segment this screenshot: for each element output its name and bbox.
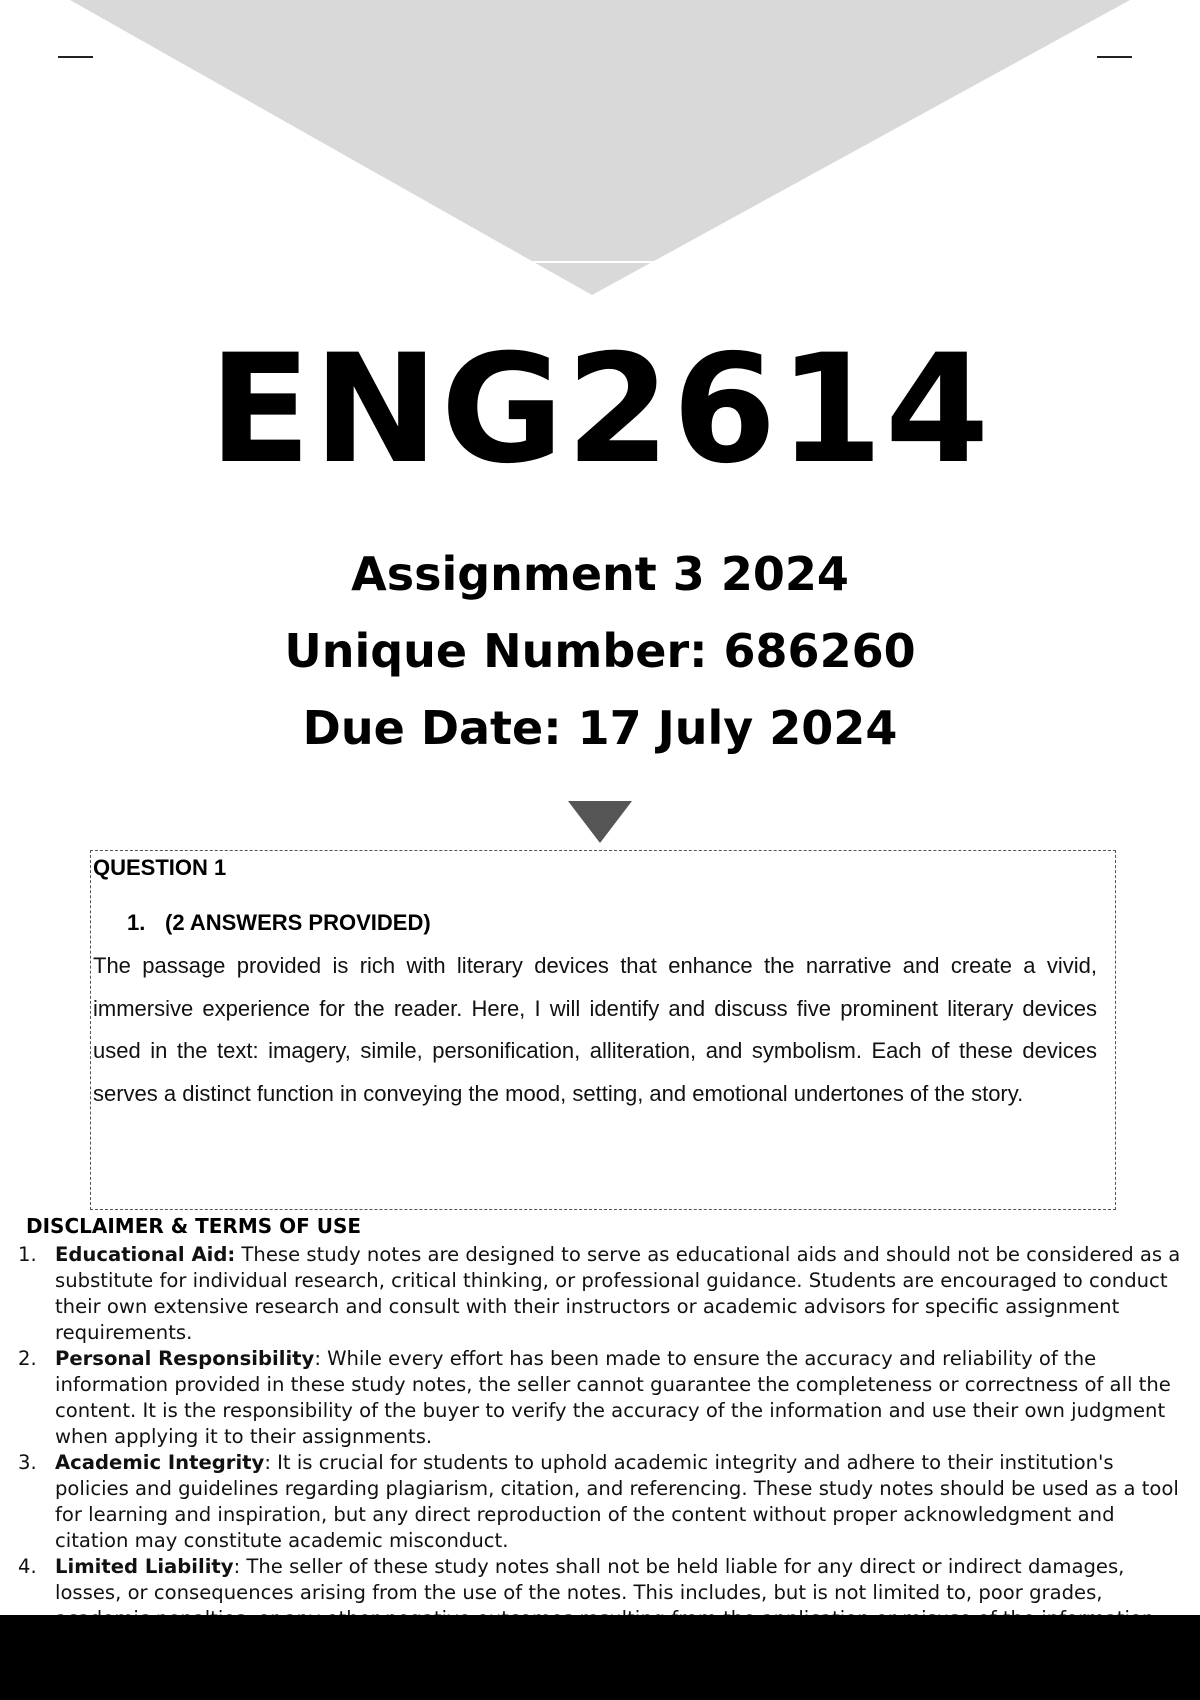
footer-bar <box>0 1615 1200 1700</box>
course-code: ENG2614 <box>208 323 992 497</box>
terms-item-number: 3. <box>18 1451 37 1474</box>
terms-item <box>0 1242 1190 1346</box>
terms-item-text: : While every effort has been made to ensure the accuracy and reliability of the information provided in these study notes, the seller cannot guarantee the completeness or correctness of all the content. It is the responsibility of the buyer to verify the accuracy of the information and use their own judgment when applying it to their assignments. <box>55 1347 1171 1448</box>
corner-line-left <box>58 56 93 58</box>
terms-item-heading: Academic Integrity <box>55 1451 265 1474</box>
question-title: QUESTION 1 <box>93 855 227 880</box>
unique-number: Unique Number: 686260 <box>284 624 916 678</box>
terms-item-number: 1. <box>18 1243 37 1266</box>
down-arrow-triangle <box>568 801 632 843</box>
question-item <box>127 910 431 936</box>
assignment-title: Assignment 3 2024 <box>351 547 849 601</box>
question-item-number: 1. <box>127 910 146 935</box>
due-date: Due Date: 17 July 2024 <box>302 701 898 755</box>
header-chevron-graphic <box>0 0 1200 300</box>
terms-item-text: : It is crucial for students to uphold academic integrity and adhere to their institution's policies and guidelines regarding plagiarism, citation, and referencing. These study notes should be used as a tool for learning and inspiration, but any direct reproduction of the content without proper acknowledgment and citation may constitute academic misconduct. <box>55 1451 1179 1552</box>
terms-item-number: 2. <box>18 1347 37 1370</box>
corner-line-right <box>1097 56 1132 58</box>
terms-item-heading: Personal Responsibility <box>55 1347 315 1370</box>
question-answer-text: The passage provided is rich with literary devices that enhance the narrative and create a vivid, immersive experience for the reader. Here, I will identify and discuss five prominent literary devices used in the text: imagery, simile, personification, alliteration, and symbolism. Each of these devices serves a distinct function in conveying the mood, setting, and emotional undertones of the story. <box>93 953 1097 1106</box>
terms-item-heading: Educational Aid: <box>55 1243 236 1266</box>
terms-item-heading: Limited Liability <box>55 1555 234 1578</box>
terms-item <box>0 1450 1190 1554</box>
terms-item-text: These study notes are designed to serve as educational aids and should not be considered as a substitute for individual research, critical thinking, or professional guidance. Students are encouraged to conduct their own extensive research and consult with their instructors or academic advisors for specific assignment requirements. <box>55 1243 1181 1344</box>
terms-list <box>0 1242 1190 1632</box>
terms-item <box>0 1346 1190 1450</box>
terms-item-text: : The seller of these study notes shall not be held liable for any direct or indirect damages, losses, or consequences arising from the use of the notes. This includes, but is not limited to, poor grades, <box>55 1555 1125 1604</box>
disclaimer-title: DISCLAIMER & TERMS OF USE <box>26 1214 362 1238</box>
question-box <box>90 850 1116 1210</box>
question-item-label: (2 ANSWERS PROVIDED) <box>165 910 431 935</box>
terms-item-number: 4. <box>18 1555 37 1578</box>
